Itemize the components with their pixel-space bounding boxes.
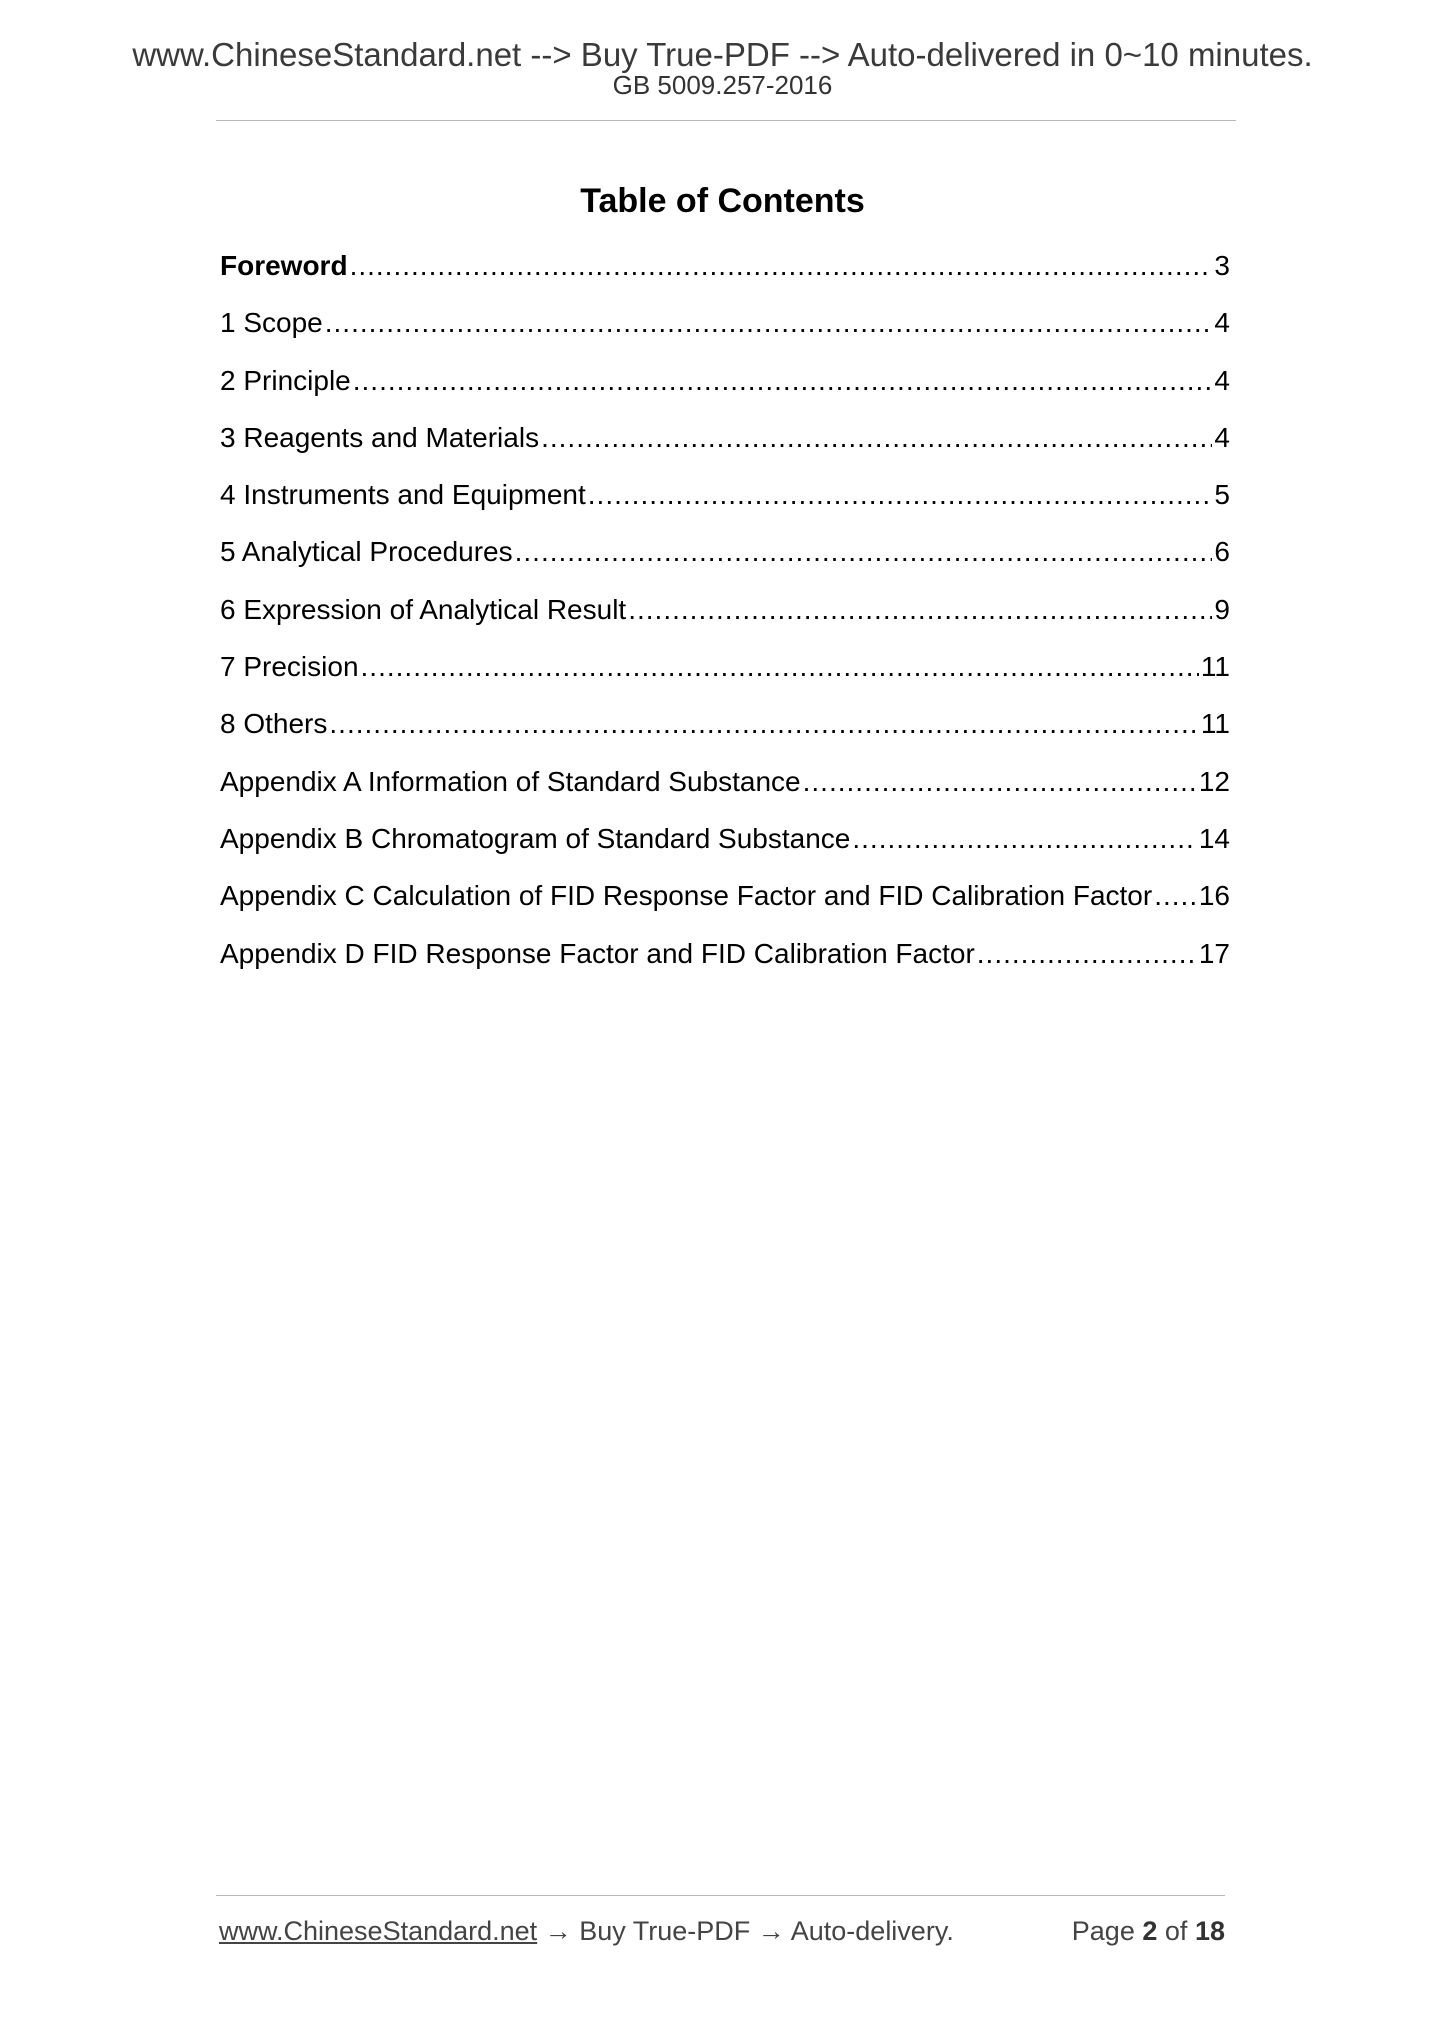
page-indicator xyxy=(1072,1918,1225,1945)
toc-entry-label: Foreword xyxy=(220,250,348,281)
toc-leader-dots xyxy=(588,481,1213,509)
toc-entry-label: 6 Expression of Analytical Result xyxy=(220,593,627,625)
toc-entry-scope[interactable] xyxy=(220,309,1230,366)
toc-leader-dots xyxy=(852,825,1196,853)
toc-entry-page: 12 xyxy=(1198,765,1230,797)
toc-entry-expression[interactable] xyxy=(220,593,1230,653)
toc-entry-foreword[interactable] xyxy=(220,252,1230,309)
page-current: 2 xyxy=(1142,1916,1158,1946)
page-word: Page xyxy=(1071,1916,1135,1946)
footer-site-link[interactable]: www.ChineseStandard.net xyxy=(219,1916,538,1946)
toc-leader-dots xyxy=(361,653,1199,681)
toc-entry-principle[interactable] xyxy=(220,364,1230,424)
toc-entry-label: 2 Principle xyxy=(220,364,351,396)
toc-list xyxy=(220,252,1230,997)
toc-entry-page: 9 xyxy=(1214,593,1230,625)
toc-entry-page: 4 xyxy=(1214,307,1230,339)
toc-entry-page: 16 xyxy=(1198,880,1230,912)
toc-entry-others[interactable] xyxy=(220,710,1230,767)
toc-entry-label: 5 Analytical Procedures xyxy=(220,536,513,568)
toc-entry-label: 8 Others xyxy=(220,708,328,740)
toc-entry-label: Appendix C Calculation of FID Response Factor and FID Calibration Factor xyxy=(220,880,1153,912)
toc-entry-reagents[interactable] xyxy=(220,421,1230,481)
toc-entry-label: Appendix B Chromatogram of Standard Substance xyxy=(220,822,851,854)
toc-entry-appendix-d[interactable] xyxy=(220,937,1230,997)
toc-leader-dots xyxy=(515,538,1213,566)
toc-leader-dots xyxy=(353,367,1213,395)
toc-entry-label: 3 Reagents and Materials xyxy=(220,421,540,453)
toc-entry-label: Appendix D FID Response Factor and FID Calibration Factor xyxy=(220,937,975,969)
footer-tagline: → Buy True-PDF → Auto-delivery. xyxy=(537,1916,954,1946)
top-banner: www.ChineseStandard.net --> Buy True-PDF --> Auto-delivered in 0~10 minutes. xyxy=(132,36,1313,73)
toc-leader-dots xyxy=(329,710,1199,738)
document-code: GB 5009.257-2016 xyxy=(612,70,833,100)
of-word: of xyxy=(1164,1916,1188,1946)
toc-entry-label: Appendix A Information of Standard Substance xyxy=(220,765,801,797)
toc-entry-page: 4 xyxy=(1214,421,1230,453)
toc-entry-page: 14 xyxy=(1198,822,1230,854)
toc-entry-page: 5 xyxy=(1214,479,1230,511)
toc-entry-page: 3 xyxy=(1214,250,1230,281)
header-divider xyxy=(216,120,1236,121)
page-footer xyxy=(219,1918,1225,1945)
toc-leader-dots xyxy=(803,768,1197,796)
toc-entry-page: 11 xyxy=(1200,651,1230,683)
toc-entry-page: 17 xyxy=(1198,937,1230,969)
toc-entry-page: 4 xyxy=(1214,364,1230,396)
toc-entry-label: 4 Instruments and Equipment xyxy=(220,479,586,511)
toc-leader-dots xyxy=(350,252,1213,280)
toc-entry-procedures[interactable] xyxy=(220,538,1230,595)
toc-leader-dots xyxy=(1154,882,1197,910)
toc-entry-appendix-a[interactable] xyxy=(220,765,1230,825)
toc-leader-dots xyxy=(541,424,1212,452)
toc-title: Table of Contents xyxy=(580,182,865,220)
toc-entry-page: 6 xyxy=(1214,536,1230,568)
toc-entry-page: 11 xyxy=(1200,708,1230,740)
toc-entry-label: 7 Precision xyxy=(220,651,359,683)
footer-divider xyxy=(216,1895,1225,1896)
toc-leader-dots xyxy=(325,309,1213,337)
toc-leader-dots xyxy=(977,940,1197,968)
toc-entry-appendix-c[interactable] xyxy=(220,882,1230,939)
toc-entry-instruments[interactable] xyxy=(220,481,1230,538)
toc-leader-dots xyxy=(628,596,1212,624)
toc-entry-appendix-b[interactable] xyxy=(220,822,1230,882)
toc-entry-label: 1 Scope xyxy=(220,307,323,339)
page-total: 18 xyxy=(1194,1916,1225,1946)
toc-entry-precision[interactable] xyxy=(220,653,1230,710)
